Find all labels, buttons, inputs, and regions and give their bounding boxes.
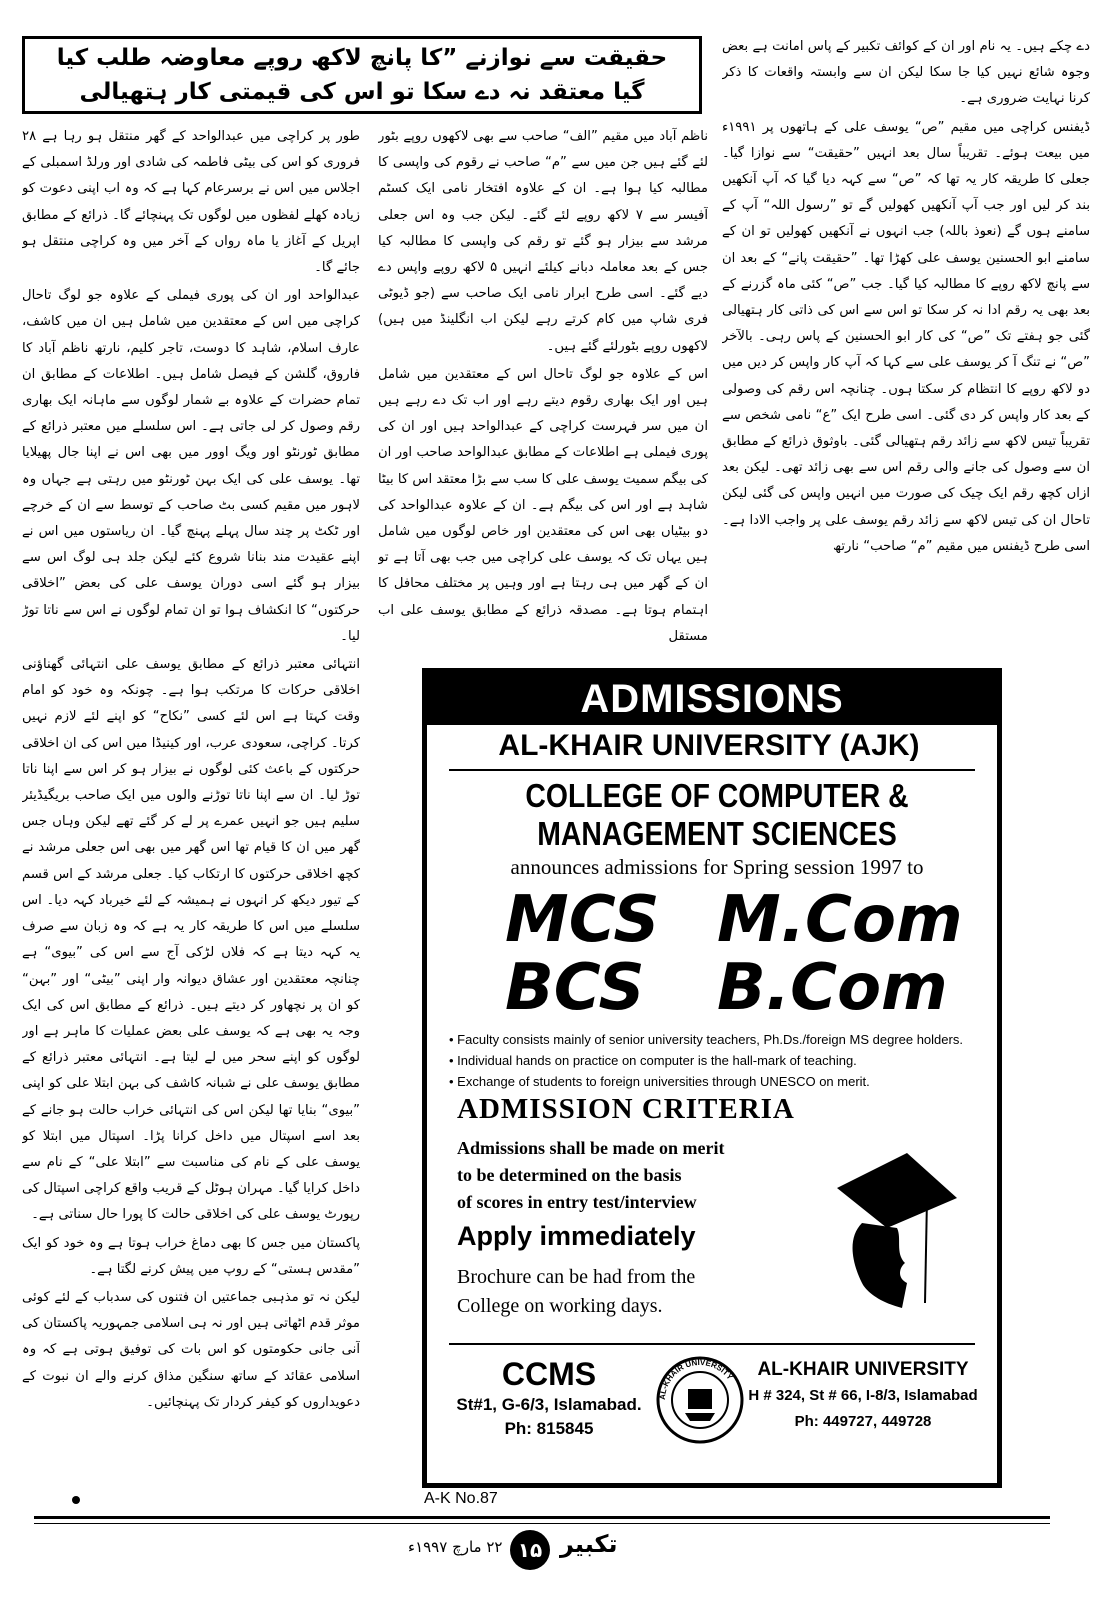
page-number: ۱۵ <box>510 1530 550 1570</box>
admission-criteria-title: ADMISSION CRITERIA <box>457 1093 795 1125</box>
degree-mcs: MCS <box>505 883 660 957</box>
magazine-name: تکبیر <box>560 1530 618 1558</box>
paragraph: طور پر کراچی میں عبدالواحد کے گھر منتقل ہو رہا ہے ۲۸ فروری کو اس کی بیٹی فاطمہ کی شادی اور ورلڈ اسمبلی کے اجلاس میں اس نے برسرعام کہا ہے کہ وہ اب اپنی دعوت کو زیادہ کھلے لفظوں میں لوگوں تک پہنچائے گا۔ ذرائع کے مطابق اپریل کے آغاز یا ماہ رواں کے آخر میں وہ کراچی منتقل ہو جائے گا۔ <box>22 129 360 276</box>
paragraph: ڈیفنس کراچی میں مقیم ”ص“ یوسف علی کے ہاتھوں پر ۱۹۹۱ء میں بیعت ہوئے۔ تقریباً سال بعد انہیں ”حقیقت“ سے نوازا گیا۔ جعلی کا طریقہ کار یہ تھا کہ ”ص“ سے کہہ دیا گیا کہ آپ آنکھیں بند کر لیں اور جب آپ آنکھیں کھولیں گے تو ”رسول اللہ“ آپ کے سامنے ہوں گے (نعوذ باللہ) جب انہوں نے آنکھیں کھولیں تو ان کے سامنے ابو الحسنین یوسف علی کھڑا تھا۔ ”حقیقت پانے“ کے بعد ان سے پانچ لاکھ روپے کا مطالبہ کیا گیا۔ جب ”ص“ کئی ماہ گزرنے کے بعد بھی یہ رقم ادا نہ کر سکا تو اس سے اس کی ذاتی کار ہتھیالی گئی جو ہفتے تک ”ص“ کی کار ابو الحسنین کے پاس رہی۔ بالآخر ”ص“ نے تنگ آ کر یوسف علی سے کہا کہ آپ کار واپس کر دیں میں دو لاکھ روپے کا انتظام کر سکتا ہوں۔ چنانچہ اس رقم کی وصولی کے بعد کار واپس کر دی گئی۔ اسی طرح ایک ”ع“ نامی شخص سے تقریباً تیس لاکھ سے زائد رقم ہتھیالی گئی۔ باوثوق ذرائع کے مطابق ان سے وصول کی جانے والی رقم اس سے بھی زائد تھی۔ لیکن بعد ازاں کچھ رقم ایک چیک کی صورت میں انہیں واپس کی گئی لیکن تاحال ان کی تیس لاکھ سے زائد رقم یوسف علی پر واجب الادا ہے۔ اسی طرح ڈیفنس میں مقیم ”م“ صاحب“ نارتھ <box>722 119 1090 554</box>
brochure-note <box>457 1263 787 1321</box>
ccms-address: St#1, G-6/3, Islamabad. <box>456 1395 642 1414</box>
paragraph: لیکن نہ تو مذہبی جماعتیں ان فتنوں کی سدباب کے لئے کوئی موثر قدم اٹھاتی ہیں اور نہ ہی اسلامی جمہوریہ پاکستان کی آنی جانی حکومتوں کو اس بات کی توفیق ہوتی ہے کہ وہ اسلامی عقائد کے ساتھ سنگین مذاق کرنے والے ان نبوت کے دعویداروں کو کیفر کردار تک پہنچائیں۔ <box>22 1289 360 1410</box>
paragraph: عبدالواحد اور ان کی پوری فیملی کے علاوہ جو لوگ تاحال کراچی میں اس کے معتقدین میں شامل ہیں ان میں کاشف، عارف اسلام، شاہد کا دوست، تاجر کلیم، نارتھ ناظم آباد کا فاروق، گلشن کے فیصل شامل ہیں۔ اطلاعات کے مطابق ان تمام حضرات کے علاوہ بے شمار لوگوں سے ماہانہ ایک بھاری رقم وصول کر لی جاتی ہے۔ اس سلسلے میں معتبر ذرائع کے مطابق ٹورنٹو اور ویگ اوور میں بھی اس نے اپنا جال پھیلایا تھا۔ یوسف علی کی ایک بہن ٹورنٹو میں رہتی ہے جہاں وہ لاہور میں مقیم کسی بٹ صاحب کے توسط سے ان کے خرچے اور ٹکٹ پر چند سال پہلے پہنچ گیا۔ ان ریاستوں میں اس نے اپنے عقیدت مند بنانا شروع کئے لیکن جلد ہی لوگ اس سے بیزار ہو گئے اسی دوران یوسف علی کی بعض ”اخلاقی حرکتوں“ کا انکشاف ہوا تو ان تمام لوگوں نے اس سے ناتا توڑ لیا۔ <box>22 288 360 644</box>
ad-divider <box>449 1343 975 1345</box>
ad-reference-number: A-K No.87 <box>424 1490 498 1507</box>
criteria-line: to be determined on the basis <box>457 1165 682 1185</box>
ad-feature-item: • Individual hands on practice on computer is the hall-mark of teaching. <box>449 1050 989 1071</box>
paragraph: پاکستان میں جس کا بھی دماغ خراب ہوتا ہے وہ خود کو ایک ”مقدس ہستی“ کے روپ میں پیش کرنے لگتا ہے۔ <box>22 1235 360 1277</box>
ad-university-name: AL-KHAIR UNIVERSITY (AJK) <box>498 729 920 762</box>
admission-criteria-text <box>457 1135 797 1216</box>
paragraph: انتہائی معتبر ذرائع کے مطابق یوسف علی انتہائی گھناؤنی اخلاقی حرکات کا مرتکب ہوا ہے۔ چونکہ وہ خود کو امام وقت کہتا ہے اس لئے کسی ”نکاح“ کو اپنے لئے لازم نہیں کرتا۔ کراچی، سعودی عرب، اور کینیڈا میں اس کی ان اخلاقی حرکتوں کے باعث کئی لوگوں نے بیزار ہو کر اس سے اپنا ناتا توڑ لیا۔ ان سے اپنا ناتا توڑنے والوں میں ایک صاحب بریگیڈیئر سلیم ہیں جو انہیں عمرے پر لے کر گئے تھے لیکن وہاں جس گھر میں ان کا قیام تھا اس گھر میں بھی اس جعلی مرشد نے کچھ اخلاقی حرکتوں کا ارتکاب کیا۔ جعلی مرشد کے اس قسم کے تیور دیکھ کر انہوں نے ہمیشہ کے لئے خیرباد کہہ دیا۔ اس سلسلے میں اس کا طریقہ کار یہ ہے کہ وہ زبان سے صرف یہ کہہ دیتا ہے کہ فلاں لڑکی آج سے اس کی ”بیوی“ ہے چنانچہ معتقدین اور عشاق دیوانہ وار اپنی ”بیٹی“ اور ”بہن“ کو ان پر نچھاور کر دیتے ہیں۔ ذرائع کے مطابق اس کی ایک وجہ یہ بھی ہے کہ یوسف علی بعض عملیات کا ماہر ہے اور لوگوں کو اپنے سحر میں لے لیتا ہے۔ انتہائی معتبر ذرائع کے مطابق یوسف علی نے شبانہ کاشف کی بہن ابتلا علی کو اپنی ”بیوی“ بنایا تھا لیکن اس کی انتہائی خراب حالت ہو جانے کے بعد اسے اسپتال میں داخل کرانا پڑا۔ اسپتال میں ابتلا کو یوسف علی کے نام کی مناسبت سے ”ابتلا علی“ کے نام سے داخل کرایا گیا۔ مہران ہوٹل کے قریب واقع کراچی اسپتال کی رپورٹ یوسف علی کی اخلاقی حالت کا پورا حال سناتی ہے۔ <box>22 657 360 1223</box>
paragraph: ناظم آباد میں مقیم ”الف“ صاحب سے بھی لاکھوں روپے بٹور لئے گئے ہیں جن میں سے ”م“ صاحب نے رقوم کی واپسی کا مطالبہ کیا ہوا ہے۔ ان کے علاوہ افتخار نامی ایک کسٹم آفیسر سے ۷ لاکھ روپے لئے گئے۔ لیکن جب وہ اس جعلی مرشد سے بیزار ہو گئے تو رقم کی واپسی کا مطالبہ کیا جس کے بعد معاملہ دبانے کیلئے انہیں ۵ لاکھ روپے واپس دے دیے گئے۔ اسی طرح ابرار نامی ایک صاحب سے (جو ڈیوٹی فری شاپ میں کام کرتے رہے لیکن اب انگلینڈ میں ہیں) لاکھوں روپے بٹورلئے گئے ہیں۔ <box>378 129 708 354</box>
degree-bcs: BCS <box>505 951 645 1025</box>
headline-line-2: گیا معتقد نہ دے سکا تو اس کی قیمتی کار ہتھیالی <box>79 79 645 105</box>
degree-mcom: M.Com <box>717 883 963 957</box>
seal-text: AL-KHAIR UNIVERSITY <box>657 1357 735 1401</box>
admissions-advertisement <box>422 668 1002 1488</box>
article-column-middle <box>378 124 708 654</box>
ccms-name: CCMS <box>501 1356 597 1392</box>
university-seal-icon <box>655 1355 745 1445</box>
aku-phone: Ph: 449727, 449728 <box>794 1413 932 1430</box>
aku-address: H # 324, St # 66, I-8/3, Islamabad <box>748 1387 978 1404</box>
article-column-left <box>22 124 360 1499</box>
ad-banner: ADMISSIONS <box>427 673 997 725</box>
article-column-right <box>722 34 1090 660</box>
brochure-line: Brochure can be had from the <box>457 1266 696 1288</box>
ad-college-name: COLLEGE OF COMPUTER & MANAGEMENT SCIENCES <box>525 777 909 852</box>
article-headline <box>22 36 702 114</box>
footer-rule <box>34 1523 1050 1524</box>
ad-announcement: announces admissions for Spring session 1997 to <box>510 855 924 879</box>
paragraph: اس کے علاوہ جو لوگ تاحال اس کے معتقدین میں شامل ہیں اور ایک بھاری رقوم دیتے رہے اور اب تک دے رہے ہیں ان میں سر فہرست کراچی کے عبدالواحد ہیں اور ان کی پوری فیملی ہے اطلاعات کے مطابق عبدالواحد صاحب اور ان کی بیگم سمیت یوسف علی کا سب سے بڑا معتقد اس کا بیٹا شاہد ہے اور اس کی بیگم ہے۔ ان کے علاوہ عبدالواحد کی دو بیٹیاں بھی اس کی معتقدین اور خاص لوگوں میں شامل ہیں یہاں تک کہ یوسف علی کراچی میں جب بھی آتا ہے تو ان کے گھر میں ہی رہتا ہے اور وہیں پر مختلف محافل کا اہتمام ہوتا ہے۔ مصدقہ ذرائع کے مطابق یوسف علی اب مستقل <box>378 366 708 644</box>
al-khair-contact <box>743 1357 983 1435</box>
ccms-phone: Ph: 815845 <box>504 1419 594 1438</box>
issue-date: ۲۲ مارچ ۱۹۹۷ء <box>408 1538 503 1556</box>
ad-feature-item: • Faculty consists mainly of senior university teachers, Ph.Ds./foreign MS degree holders. <box>449 1029 989 1050</box>
degree-bcom: B.Com <box>717 951 948 1025</box>
ad-feature-list <box>449 1029 989 1092</box>
ccms-contact <box>449 1355 649 1441</box>
footer-rule <box>34 1516 1050 1519</box>
aku-name: AL-KHAIR UNIVERSITY <box>757 1359 969 1380</box>
apply-immediately: Apply immediately <box>457 1221 696 1251</box>
ad-feature-item: • Exchange of students to foreign universities through UNESCO on merit. <box>449 1071 989 1092</box>
paragraph: دے چکے ہیں۔ یہ نام اور ان کے کوائف تکبیر کے پاس امانت ہے بعض وجوہ شائع نہیں کیا جا سکا لیکن ان سے وابستہ واقعات کا ذکر کرنا نہایت ضروری ہے۔ <box>722 39 1090 107</box>
ad-divider <box>449 769 975 771</box>
criteria-line: of scores in entry test/interview <box>457 1192 697 1212</box>
headline-line-1: حقیقت سے نوازنے ”کا پانچ لاکھ روپے معاوضہ طلب کیا <box>56 45 668 71</box>
end-mark <box>72 1496 80 1504</box>
brochure-line: College on working days. <box>457 1295 663 1317</box>
criteria-line: Admissions shall be made on merit <box>457 1138 725 1158</box>
graduate-head-illustration <box>807 1143 967 1313</box>
